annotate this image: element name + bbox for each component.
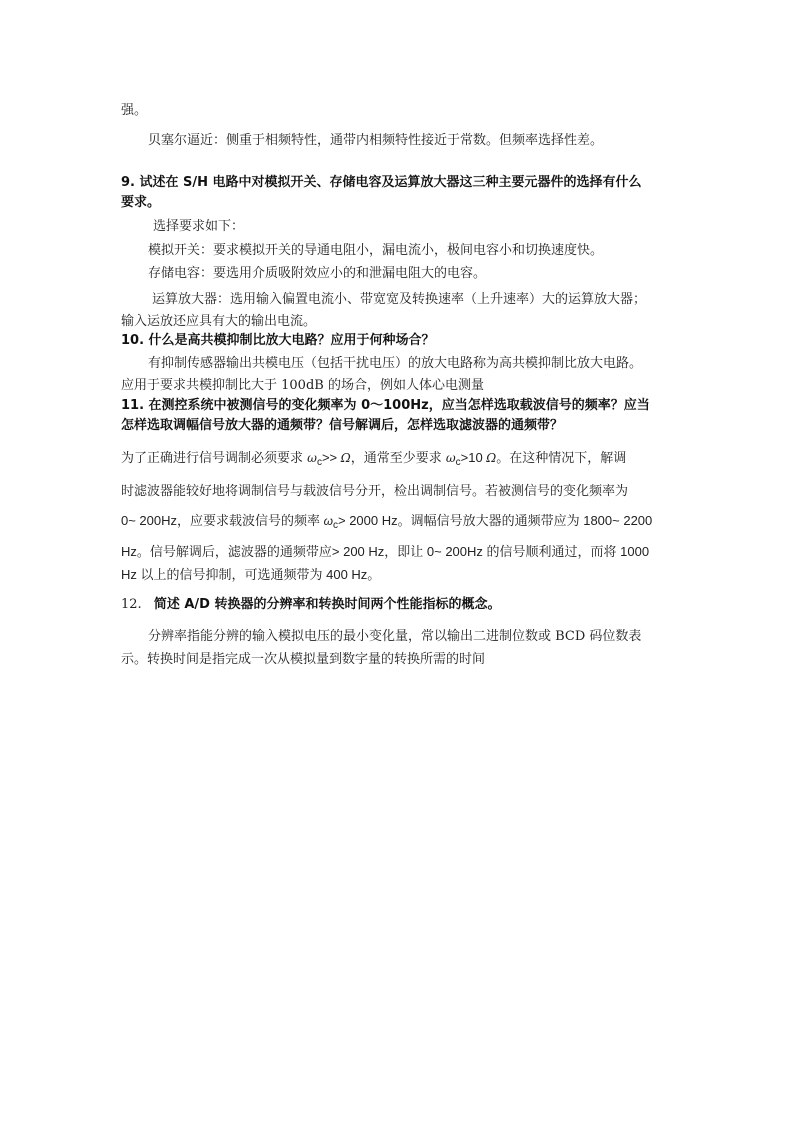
answer-10-line: 有抑制传感器输出共模电压（包括干扰电压）的放大电路称为高共模抑制比放大电路。 <box>148 356 643 371</box>
answer-12-line: 示。转换时间是指完成一次从模拟量到数字量的转换所需的时间 <box>121 652 486 667</box>
answer-9-line: 运算放大器：选用输入偏置电流小、带宽宽及转换速率（上升速率）大的运算放大器； <box>152 292 647 307</box>
paragraph-bessel: 贝塞尔逼近：侧重于相频特性，通带内相频特性接近于常数。但频率选择性差。 <box>148 133 604 148</box>
answer-text: >> <box>321 450 341 465</box>
subscript-c: c <box>316 457 322 468</box>
answer-text: 。在这种情况下，解调 <box>496 451 627 466</box>
omega-capital-symbol: Ω <box>340 451 351 465</box>
subscript-c: c <box>455 457 461 468</box>
question-9-title-cont: 要求。 <box>121 195 161 210</box>
question-9-title: 9. 试述在 S/H 电路中对模拟开关、存储电容及运算放大器这三种主要元器件的选择有什么 <box>121 175 642 190</box>
omega-symbol: ω <box>445 451 456 465</box>
answer-text: > 2000 Hz。调幅信号放大器的通频带应为 1800~ 2200 <box>337 513 653 528</box>
answer-12-line: 分辨率指能分辨的输入模拟电压的最小变化量，常以输出二进制位数或 BCD 码位数表 <box>148 629 642 644</box>
answer-10-line: 应用于要求共模抑制比大于 100dB 的场合，例如人体心电测量 <box>121 378 484 393</box>
answer-9-line: 输入运放还应具有大的输出电流。 <box>121 314 317 329</box>
answer-text: ，通常至少要求 <box>350 451 446 466</box>
question-10-title: 10. 什么是高共模抑制比放大电路？应用于何种场合？ <box>121 333 435 348</box>
answer-text: 为了正确进行信号调制必须要求 <box>121 451 308 466</box>
answer-text: >10 <box>460 450 487 465</box>
question-number: 12. <box>121 597 142 612</box>
question-11-title-cont: 怎样选取调幅信号放大器的通频带？信号解调后，怎样选取滤波器的通频带？ <box>121 418 564 433</box>
answer-11-line-2: 时滤波器能较好地将调制信号与载波信号分开，检出调制信号。若被测信号的变化频率为 <box>121 484 629 499</box>
answer-9-line: 模拟开关：要求模拟开关的导通电阻小，漏电流小，极间电容小和切换速度快。 <box>148 243 604 258</box>
omega-capital-symbol: Ω <box>486 451 497 465</box>
answer-11-line-3 <box>121 513 652 534</box>
answer-11-line-4: Hz。信号解调后，滤波器的通频带应> 200 Hz，即让 0~ 200Hz 的信号顺利通过，而将 1000 <box>121 544 650 559</box>
question-12-text: 简述 A/D 转换器的分辨率和转换时间两个性能指标的概念。 <box>153 597 501 612</box>
answer-11-line-1 <box>121 450 626 471</box>
paragraph-tail: 强。 <box>121 103 148 118</box>
omega-symbol: ω <box>323 514 333 528</box>
answer-11-line-5: Hz 以上的信号抑制，可选通频带为 400 Hz。 <box>121 567 381 582</box>
question-11-title: 11. 在测控系统中被测信号的变化频率为 0～100Hz，应当怎样选取载波信号的频率？应当 <box>121 398 650 413</box>
omega-symbol: ω <box>307 451 317 465</box>
answer-9-line: 存储电容：要选用介质吸附效应小的和泄漏电阻大的电容。 <box>148 266 487 281</box>
answer-text: 0~ 200Hz，应要求载波信号的频率 <box>121 513 324 528</box>
subscript-c: c <box>332 520 338 531</box>
question-12-title <box>121 597 500 613</box>
answer-9-line: 选择要求如下： <box>153 219 245 234</box>
